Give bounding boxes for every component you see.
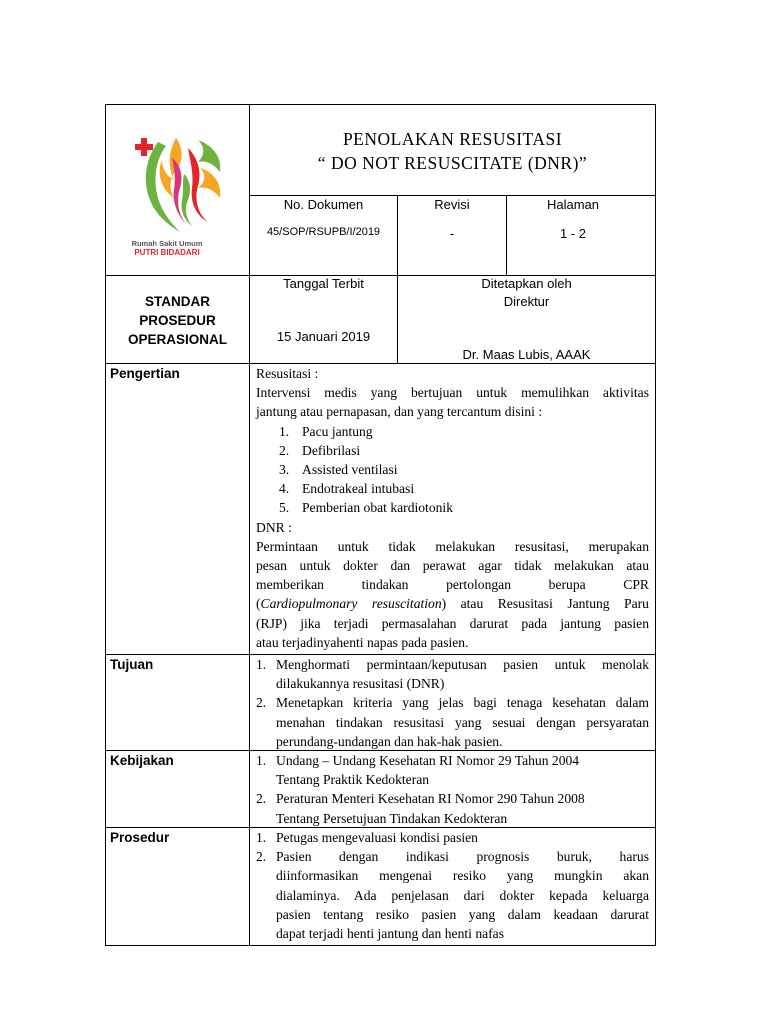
spo-line3: OPERASIONAL (127, 332, 227, 347)
prosedur-content (256, 828, 649, 943)
dnr-line6: atau terjadinyahenti napas pada pasien. (256, 634, 469, 650)
table-border-bottom (105, 945, 656, 946)
list-item: 2. Pasien dengan indikasi prognosis buruk, harus diinformasikan mengenai resiko yang mungkin akan dialaminya. Ada penjelasan dari dokter kepada keluarga pasien tentang resiko pasien yang dalam keadaan darurat dapat terjadi henti jantung dan henti nafas (256, 849, 649, 942)
ditetapkan-label: Ditetapkan oleh (481, 276, 572, 291)
tanggal-terbit-value: 15 Januari 2019 (276, 329, 371, 344)
list-item: 3. Assisted ventilasi (279, 462, 398, 478)
dnr-line2: pesan untuk dokter dan perawat agar tidak melakukan atau (256, 558, 649, 574)
doc-no-value: 45/SOP/RSUPB/I/2019 (266, 226, 381, 238)
tujuan-label: Tujuan (110, 657, 154, 672)
spo-line2: PROSEDUR (139, 313, 216, 328)
resusitasi-definition-line1: Intervensi medis yang bertujuan untuk memulihkan aktivitas (256, 385, 649, 401)
ditetapkan-name: Dr. Maas Lubis, AAAK (462, 347, 591, 362)
halaman-value: 1 - 2 (559, 226, 586, 241)
list-item: 4. Endotrakeal intubasi (279, 481, 415, 497)
logo-text-line1: Rumah Sakit Umum (131, 239, 203, 248)
pengertian-content (256, 364, 649, 652)
dnr-line5: (RJP) jika terjadi permasalahan darurat pada jantung pasien (256, 615, 649, 631)
list-item: 1. Petugas mengevaluasi kondisi pasien (256, 830, 478, 845)
dnr-heading: DNR : (256, 519, 292, 535)
logo-text-line2: PUTRI BIDADARI (134, 248, 200, 257)
dnr-line3: memberikan tindakan pertolongan berupa CPR (256, 577, 649, 593)
list-item: 2. Peraturan Menteri Kesehatan RI Nomor 290 Tahun 2008 Tentang Persetujuan Tindakan Kedokteran (256, 791, 585, 826)
revisi-label: Revisi (434, 197, 470, 212)
hospital-logo (128, 128, 226, 258)
revisi-value: - (449, 226, 455, 241)
list-item: 2. Defibrilasi (279, 442, 361, 458)
spo-line1: STANDAR (145, 294, 210, 309)
table-border-left (105, 104, 106, 946)
kebijakan-content (256, 751, 649, 828)
list-item: 1. Undang – Undang Kesehatan RI Nomor 29 Tahun 2004 Tentang Praktik Kedokteran (256, 753, 580, 788)
title-line2: “ DO NOT RESUSCITATE (DNR)” (317, 153, 588, 173)
dnr-line1: Permintaan untuk tidak melakukan resusitasi, merupakan (256, 538, 649, 554)
tanggal-terbit-label: Tanggal Terbit (283, 276, 364, 291)
resusitasi-heading: Resusitasi : (256, 366, 319, 381)
list-item: 1. Pacu jantung (279, 423, 373, 439)
hospital-logo-icon (128, 128, 226, 240)
kebijakan-label: Kebijakan (110, 753, 174, 768)
list-item: 5. Pemberian obat kardiotonik (279, 500, 454, 516)
document-title (250, 127, 655, 175)
tujuan-content (256, 655, 649, 751)
prosedur-label: Prosedur (110, 830, 170, 845)
pengertian-label: Pengertian (110, 366, 180, 381)
table-border-right (655, 104, 656, 946)
list-item: 1. Menghormati permintaan/keputusan pasien untuk menolak dilakukannya resusitasi (DNR) (256, 657, 649, 692)
resusitasi-definition-line2: jantung atau pernapasan, dan yang tercantum disini : (256, 404, 543, 420)
row-divider-header-sub (249, 195, 656, 196)
table-border-top (105, 104, 656, 105)
list-item: 2. Menetapkan kriteria yang jelas bagi tenaga kesehatan dalam menahan tindakan resusitasi yang sesuai dengan persyaratan perundang-undangan dan hak-hak pasien. (256, 695, 649, 749)
dnr-line4: (Cardiopulmonary resuscitation) atau Resusitasi Jantung Paru (256, 596, 649, 612)
ditetapkan-role: Direktur (503, 294, 550, 309)
resusitasi-list (279, 422, 649, 518)
halaman-label: Halaman (546, 197, 600, 212)
spo-label (106, 292, 249, 349)
doc-no-label: No. Dokumen (283, 197, 364, 212)
title-line1: PENOLAKAN RESUSITASI (342, 129, 563, 149)
